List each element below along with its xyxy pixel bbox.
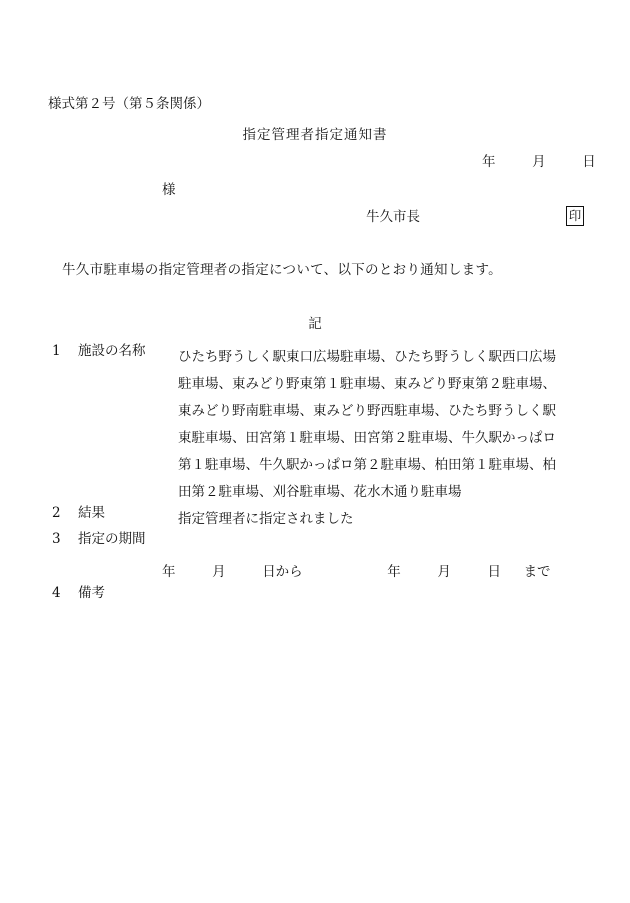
period-row [162, 560, 551, 580]
item-1-line-2: 駐車場、東みどり野東第１駐車場、東みどり野東第２駐車場、 [178, 376, 556, 392]
issuer-name: 牛久市長 [366, 209, 420, 225]
form-number: 様式第２号（第５条関係） [48, 96, 210, 112]
seal-stamp: 印 [566, 206, 584, 226]
ki-heading: 記 [308, 316, 322, 332]
period-start-month: 月 [212, 564, 226, 580]
item-label-2: 結果 [78, 505, 105, 521]
item-number-2: 2 [52, 505, 61, 521]
addressee-suffix: 様 [162, 182, 176, 198]
period-end-year: 年 [387, 564, 401, 580]
notice-body: 牛久市駐車場の指定管理者の指定について、以下のとおり通知します。 [62, 262, 502, 278]
item-1-line-4: 東駐車場、田宮第１駐車場、田宮第２駐車場、牛久駅かっぱロ [178, 430, 556, 446]
item-2-line-1: 指定管理者に指定されました [178, 511, 354, 527]
period-start-day: 日から [262, 564, 303, 580]
item-1-line-1: ひたち野うしく駅東口広場駐車場、ひたち野うしく駅西口広場 [178, 349, 556, 365]
item-label-3: 指定の期間 [78, 531, 146, 547]
period-start-year: 年 [162, 564, 176, 580]
period-end-day: 日 [487, 564, 501, 580]
item-1-line-5: 第１駐車場、牛久駅かっぱロ第２駐車場、柏田第１駐車場、柏 [178, 457, 556, 473]
item-number-4: 4 [52, 585, 61, 601]
date-day: 日 [582, 154, 596, 170]
item-label-1: 施設の名称 [78, 343, 146, 359]
item-number-3: 3 [52, 531, 61, 547]
document-title: 指定管理者指定通知書 [242, 127, 388, 143]
date-row [482, 156, 596, 170]
item-1-line-6: 田第２駐車場、刈谷駐車場、花水木通り駐車場 [178, 484, 462, 500]
period-end-month: 月 [437, 564, 451, 580]
item-label-4: 備考 [78, 585, 105, 601]
item-1-line-3: 東みどり野南駐車場、東みどり野西駐車場、ひたち野うしく駅 [178, 403, 556, 419]
item-number-1: 1 [52, 343, 61, 359]
period-until: まで [523, 564, 551, 580]
date-year: 年 [482, 154, 496, 170]
date-month: 月 [532, 154, 546, 170]
